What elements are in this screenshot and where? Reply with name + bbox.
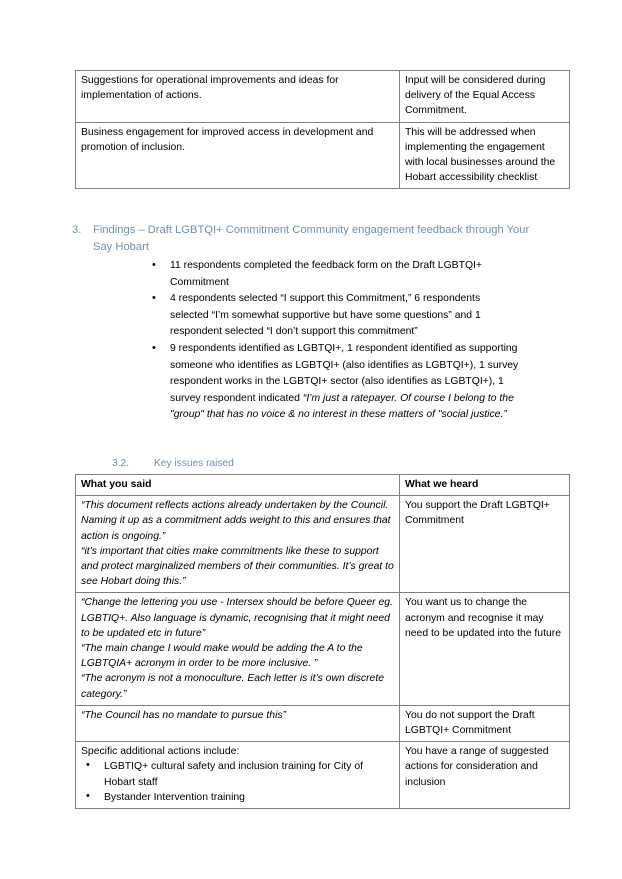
cell-what-said [76,705,400,741]
list-item-quote: “I’m just a ratepayer. Of course I belong to the "group" that has no voice & no interest in these matters of "social justice.” [170,392,514,421]
quote-text: “This document reflects actions already undertaken by the Council. Naming it up as a commitment adds weight to this and ensures that action is ongoing.” [81,500,391,542]
list-item-text: 4 respondents selected “I support this Commitment,” 6 respondents selected “I’m somewhat supportive but have some questions” and 1 respondent selected “I don’t support this commitment” [170,293,481,338]
cell-what-heard: This will be addressed when implementing the engagement with local businesses around the Hobart accessibility checklist [400,122,570,189]
cell-what-heard: Input will be considered during delivery of the Equal Access Commitment. [400,71,570,123]
cell-what-said: Business engagement for improved access in development and promotion of inclusion. [76,122,400,189]
quote-text: “it’s important that cities make commitments like these to support and protect marginalized members of their communities. It’s great to see Hobart doing this.” [81,545,394,588]
quote-text: “The Council has no mandate to pursue this” [81,709,287,721]
section-heading-label: Findings – Draft LGBTQI+ Commitment Community engagement feedback through Your Say Hobart [93,224,530,253]
list-item-text: Bystander Intervention training [104,791,245,803]
cell-what-heard: You do not support the Draft LGBTQI+ Commitment [400,705,570,741]
subsection-number: 3.2. [112,458,129,469]
table-header-row [76,475,570,496]
list-item-text: LGBTIQ+ cultural safety and inclusion training for City of Hobart staff [104,761,364,788]
list-item [81,790,394,805]
cell-what-said: Suggestions for operational improvements and ideas for implementation of actions. [76,71,400,123]
cell-intro-text: Specific additional actions include: [81,746,240,758]
table-row [76,122,570,189]
table-key-issues [75,474,570,809]
list-item-text: 9 respondents identified as LGBTQI+, 1 respondent identified as supporting someone who identifies as LGBTQI+ (also identifies as LGBTQI+), 1 survey respondent works in the LGBTQI+ sector (also identifies as LGBTQI+), 1 survey respondent indicated [170,342,519,404]
section-heading-findings [72,222,544,255]
subsection-heading-label: Key issues raised [154,458,234,469]
list-item [81,759,394,789]
table-row [76,593,570,705]
list-item [152,291,520,341]
findings-bullet-list [152,258,520,424]
cell-what-said [76,742,400,809]
cell-what-heard: You support the Draft LGBTQI+ Commitment [400,496,570,593]
quote-text: “Change the lettering you use - Intersex should be before Queer eg. LGBTIQ+. Also language is dynamic, recognising that it might need to be updated etc in future” [81,597,393,639]
table-row [76,496,570,593]
findings-list-container [152,258,520,424]
column-header-what-you-said: What you said [76,475,400,496]
cell-what-heard: You want us to change the acronym and recognise it may need to be updated into the future [400,593,570,705]
table-row [76,71,570,123]
quote-text: “The acronym is not a monoculture. Each letter is it’s own discrete category.” [81,673,384,700]
cell-bullet-list [81,759,394,805]
column-header-what-we-heard: What we heard [400,475,570,496]
list-item-text: 11 respondents completed the feedback form on the Draft LGBTQI+ Commitment [170,260,482,288]
quote-text: “The main change I would make would be adding the A to the LGBTQIA+ acronym in order to be more inclusive. ” [81,643,363,670]
table-operational-responses [75,70,570,189]
subsection-heading-key-issues [112,456,234,471]
cell-what-heard: You have a range of suggested actions for consideration and inclusion [400,742,570,809]
cell-what-said [76,496,400,593]
list-item [152,258,520,291]
table-row [76,705,570,741]
section-number: 3. [72,224,82,236]
table-row [76,742,570,809]
cell-what-said [76,593,400,705]
list-item [152,341,520,424]
